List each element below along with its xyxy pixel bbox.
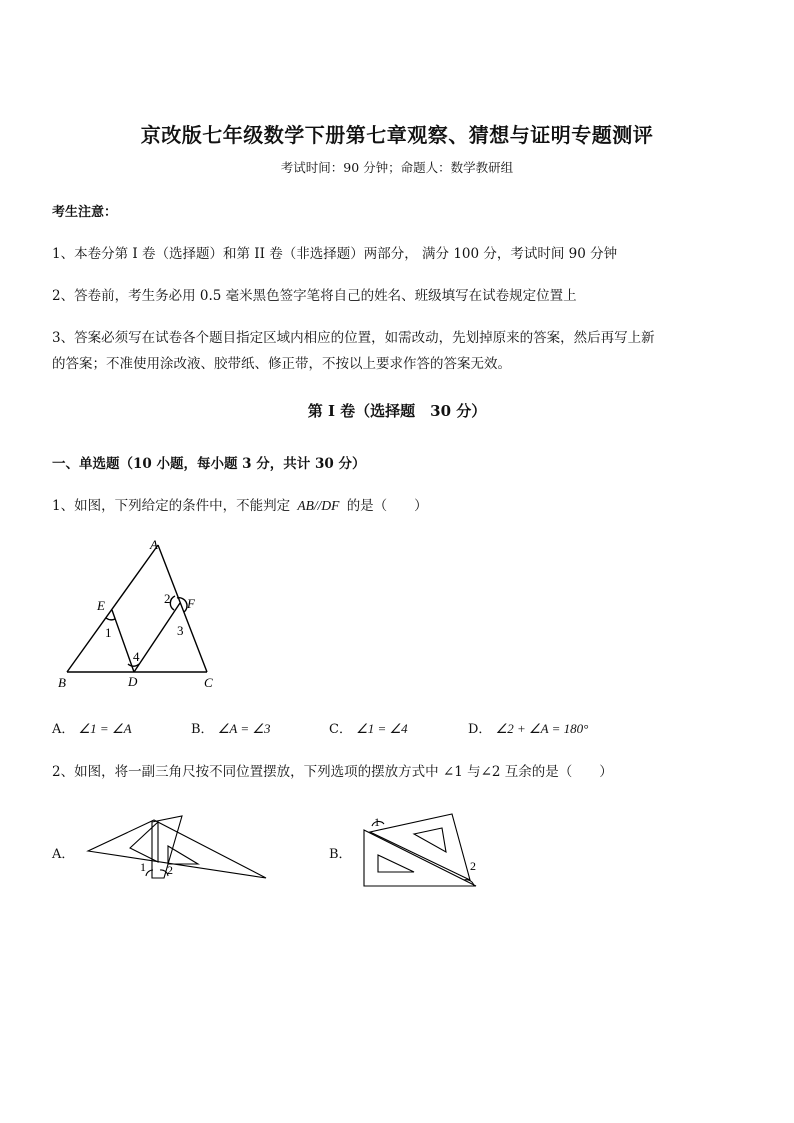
angle-4-arc	[128, 664, 139, 666]
angle-1-label: 1	[140, 860, 146, 874]
large-triangle	[88, 820, 266, 878]
upper-triangle-hole	[414, 828, 446, 852]
question-1-stem-prefix: 1、如图，下列给定的条件中，不能判定	[52, 498, 291, 514]
angle-2-label: 2	[164, 591, 171, 606]
option-letter: B．	[191, 722, 214, 737]
point-b-label: B	[58, 675, 66, 690]
point-a-label: A	[150, 537, 158, 552]
angle-4-label: 4	[133, 649, 140, 664]
segment-ed	[112, 610, 134, 672]
option-text: ∠1 = ∠4	[356, 721, 408, 736]
option-text: ∠1 = ∠A	[78, 721, 132, 736]
segment-ab	[67, 545, 158, 672]
notice-item-3-cont: 的答案；不准使用涂改液、胶带纸、修正带，不按以上要求作答的答案无效。	[52, 356, 511, 372]
question-2-option-b-letter[interactable]: B．	[329, 847, 352, 862]
question-2-option-a-figure[interactable]	[84, 810, 270, 884]
upper-triangle	[370, 814, 470, 880]
question-2-stem: 2、如图，将一副三角尺按不同位置摆放，下列选项的摆放方式中 ∠1 与∠2 互余的是（ ）	[52, 764, 613, 780]
page-title: 京改版七年级数学下册第七章观察、猜想与证明专题测评	[140, 123, 654, 147]
question-1-option-a[interactable]	[52, 718, 132, 737]
option-letter: C．	[329, 722, 352, 737]
notice-item-2: 2、答卷前，考生务必用 0.5 毫米黑色签字笔将自己的姓名、班级填写在试卷规定位置上	[52, 288, 577, 304]
option-text: ∠2 + ∠A = 180°	[495, 721, 589, 736]
question-2-option-b-figure[interactable]	[356, 810, 486, 890]
exam-info: 考试时间：90 分钟；命题人：数学教研组	[280, 160, 514, 175]
notice-item-3: 3、答案必须写在试卷各个题目指定区域内相应的位置，如需改动，先划掉原来的答案，然后再写上新	[52, 330, 655, 346]
segment-ac	[158, 545, 207, 672]
option-text: ∠A = ∠3	[217, 721, 271, 736]
question-2-option-a-letter[interactable]: A．	[52, 847, 75, 862]
section-title: 第 I 卷（选择题 30 分）	[307, 402, 487, 420]
angle-3-label: 3	[177, 623, 184, 638]
point-e-label: E	[97, 598, 105, 613]
angle-1-label: 1	[374, 815, 380, 829]
question-1-stem	[52, 494, 428, 514]
question-1-option-d[interactable]	[468, 718, 588, 737]
point-c-label: C	[204, 675, 213, 690]
angle-2-label: 2	[167, 863, 173, 877]
angle-1-arc	[106, 618, 115, 620]
notice-item-1: 1、本卷分第 I 卷（选择题）和第 II 卷（非选择题）两部分， 满分 100 分，考试时间 90 分钟	[52, 246, 618, 262]
angle-2-arc	[170, 596, 175, 610]
option-letter: D．	[468, 722, 492, 737]
segment-df	[134, 603, 180, 672]
question-1-stem-math: AB//DF	[297, 498, 340, 513]
point-d-label: D	[128, 674, 138, 689]
notice-heading: 考生注意：	[52, 205, 118, 220]
question-1-option-c[interactable]	[329, 718, 408, 737]
angle-2-label: 2	[470, 859, 476, 873]
question-1-stem-suffix: 的是（ ）	[346, 498, 428, 514]
lower-triangle-hole	[378, 855, 414, 872]
angle-1-label: 1	[105, 625, 112, 640]
set-square-hole	[168, 846, 198, 864]
part-title: 一、单选题（10 小题，每小题 3 分，共计 30 分）	[52, 456, 366, 472]
option-letter: A．	[52, 722, 75, 737]
question-1-option-b[interactable]	[191, 718, 271, 737]
point-f-label: F	[187, 596, 195, 611]
triangle-inner-hole	[130, 822, 158, 862]
question-1-figure	[50, 530, 230, 695]
